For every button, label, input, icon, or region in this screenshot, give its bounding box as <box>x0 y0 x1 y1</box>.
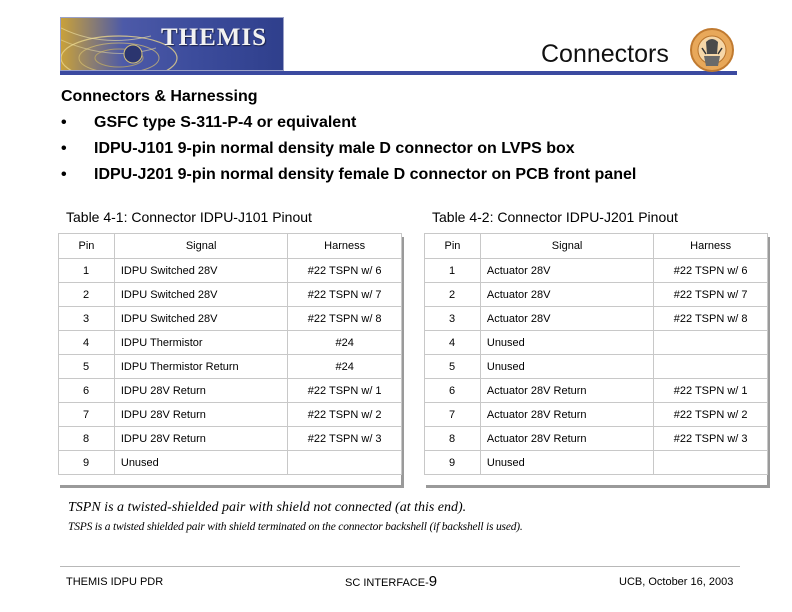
signal-cell: IDPU Switched 28V <box>114 283 287 307</box>
harness-cell <box>288 451 402 475</box>
header-rule <box>60 71 737 75</box>
bullet-item <box>61 140 575 158</box>
table-shadow <box>60 485 404 488</box>
signal-cell: Actuator 28V <box>480 259 653 283</box>
signal-cell: Unused <box>480 355 653 379</box>
pin-cell: 3 <box>425 307 481 331</box>
footer-page-number: 9 <box>428 573 438 590</box>
table-shadow <box>426 485 770 488</box>
section-heading: Connectors & Harnessing <box>61 88 258 105</box>
column-header-harness: Harness <box>288 234 402 259</box>
bullet-text: IDPU-J101 9-pin normal density male D connector on LVPS box <box>94 140 575 157</box>
table-row <box>59 403 402 427</box>
bullet-marker: • <box>61 114 67 131</box>
pin-cell: 2 <box>425 283 481 307</box>
table-row <box>425 283 768 307</box>
harness-cell: #22 TSPN w/ 1 <box>288 379 402 403</box>
harness-cell: #24 <box>288 331 402 355</box>
pin-cell: 2 <box>59 283 115 307</box>
table-row <box>425 451 768 475</box>
harness-cell: #22 TSPN w/ 3 <box>288 427 402 451</box>
signal-cell: IDPU Thermistor <box>114 331 287 355</box>
harness-cell <box>654 355 768 379</box>
column-header-harness: Harness <box>654 234 768 259</box>
bullet-marker: • <box>61 166 67 183</box>
pin-cell: 7 <box>425 403 481 427</box>
signal-cell: Actuator 28V Return <box>480 379 653 403</box>
table-row <box>59 307 402 331</box>
pin-cell: 3 <box>59 307 115 331</box>
pin-cell: 4 <box>425 331 481 355</box>
bullet-marker: • <box>61 140 67 157</box>
signal-cell: Actuator 28V Return <box>480 427 653 451</box>
harness-cell: #24 <box>288 355 402 379</box>
bullet-item <box>61 166 636 184</box>
bullet-text: GSFC type S-311-P-4 or equivalent <box>94 114 357 131</box>
pin-cell: 9 <box>425 451 481 475</box>
table-header-row <box>59 234 402 259</box>
signal-cell: IDPU Thermistor Return <box>114 355 287 379</box>
signal-cell: Unused <box>114 451 287 475</box>
slide-title: Connectors <box>541 40 669 68</box>
bullet-text: IDPU-J201 9-pin normal density female D connector on PCB front panel <box>94 166 637 183</box>
harness-cell <box>654 451 768 475</box>
harness-cell: #22 TSPN w/ 3 <box>654 427 768 451</box>
themis-mascot-logo <box>684 24 740 74</box>
bullet-item <box>61 114 356 132</box>
footer-rule <box>60 566 740 567</box>
tsps-note: TSPS is a twisted shielded pair with shield terminated on the connector backshell (if backshell is used). <box>68 521 523 533</box>
pin-cell: 8 <box>425 427 481 451</box>
table-row <box>59 283 402 307</box>
pin-cell: 5 <box>425 355 481 379</box>
table-caption-j201: Table 4‑2: Connector IDPU-J201 Pinout <box>432 209 678 225</box>
table-row <box>425 379 768 403</box>
table-row <box>59 331 402 355</box>
table-row <box>59 427 402 451</box>
signal-cell: IDPU Switched 28V <box>114 307 287 331</box>
column-header-signal: Signal <box>480 234 653 259</box>
harness-cell: #22 TSPN w/ 6 <box>654 259 768 283</box>
table-row <box>425 355 768 379</box>
pinout-table-j101 <box>58 233 402 475</box>
table-row <box>425 259 768 283</box>
pin-cell: 5 <box>59 355 115 379</box>
harness-cell: #22 TSPN w/ 7 <box>654 283 768 307</box>
table-row <box>59 259 402 283</box>
pin-cell: 1 <box>59 259 115 283</box>
signal-cell: Actuator 28V Return <box>480 403 653 427</box>
table-row <box>425 427 768 451</box>
signal-cell: IDPU Switched 28V <box>114 259 287 283</box>
pinout-table-j201 <box>424 233 768 475</box>
harness-cell: #22 TSPN w/ 8 <box>654 307 768 331</box>
harness-cell <box>654 331 768 355</box>
column-header-pin: Pin <box>425 234 481 259</box>
harness-cell: #22 TSPN w/ 2 <box>654 403 768 427</box>
signal-cell: IDPU 28V Return <box>114 403 287 427</box>
harness-cell: #22 TSPN w/ 1 <box>654 379 768 403</box>
pin-cell: 6 <box>59 379 115 403</box>
footer-center <box>345 573 437 590</box>
harness-cell: #22 TSPN w/ 2 <box>288 403 402 427</box>
table-caption-j101: Table 4‑1: Connector IDPU-J101 Pinout <box>66 209 312 225</box>
themis-logo-banner <box>60 17 284 71</box>
pin-cell: 7 <box>59 403 115 427</box>
footer-center-label: SC INTERFACE- <box>345 577 429 589</box>
pin-cell: 9 <box>59 451 115 475</box>
harness-cell: #22 TSPN w/ 7 <box>288 283 402 307</box>
table-row <box>59 379 402 403</box>
tspn-note: TSPN is a twisted-shielded pair with shield not connected (at this end). <box>68 500 467 515</box>
signal-cell: Actuator 28V <box>480 307 653 331</box>
table-row <box>59 355 402 379</box>
pin-cell: 8 <box>59 427 115 451</box>
pin-cell: 1 <box>425 259 481 283</box>
signal-cell: IDPU 28V Return <box>114 379 287 403</box>
signal-cell: Actuator 28V <box>480 283 653 307</box>
signal-cell: Unused <box>480 331 653 355</box>
table-row <box>59 451 402 475</box>
pin-cell: 6 <box>425 379 481 403</box>
logo-text: THEMIS <box>161 24 268 51</box>
table-row <box>425 331 768 355</box>
table-row <box>425 307 768 331</box>
signal-cell: Unused <box>480 451 653 475</box>
footer-left: THEMIS IDPU PDR <box>66 576 164 588</box>
footer-right: UCB, October 16, 2003 <box>619 576 734 588</box>
signal-cell: IDPU 28V Return <box>114 427 287 451</box>
harness-cell: #22 TSPN w/ 6 <box>288 259 402 283</box>
column-header-pin: Pin <box>59 234 115 259</box>
column-header-signal: Signal <box>114 234 287 259</box>
pin-cell: 4 <box>59 331 115 355</box>
table-row <box>425 403 768 427</box>
table-header-row <box>425 234 768 259</box>
harness-cell: #22 TSPN w/ 8 <box>288 307 402 331</box>
